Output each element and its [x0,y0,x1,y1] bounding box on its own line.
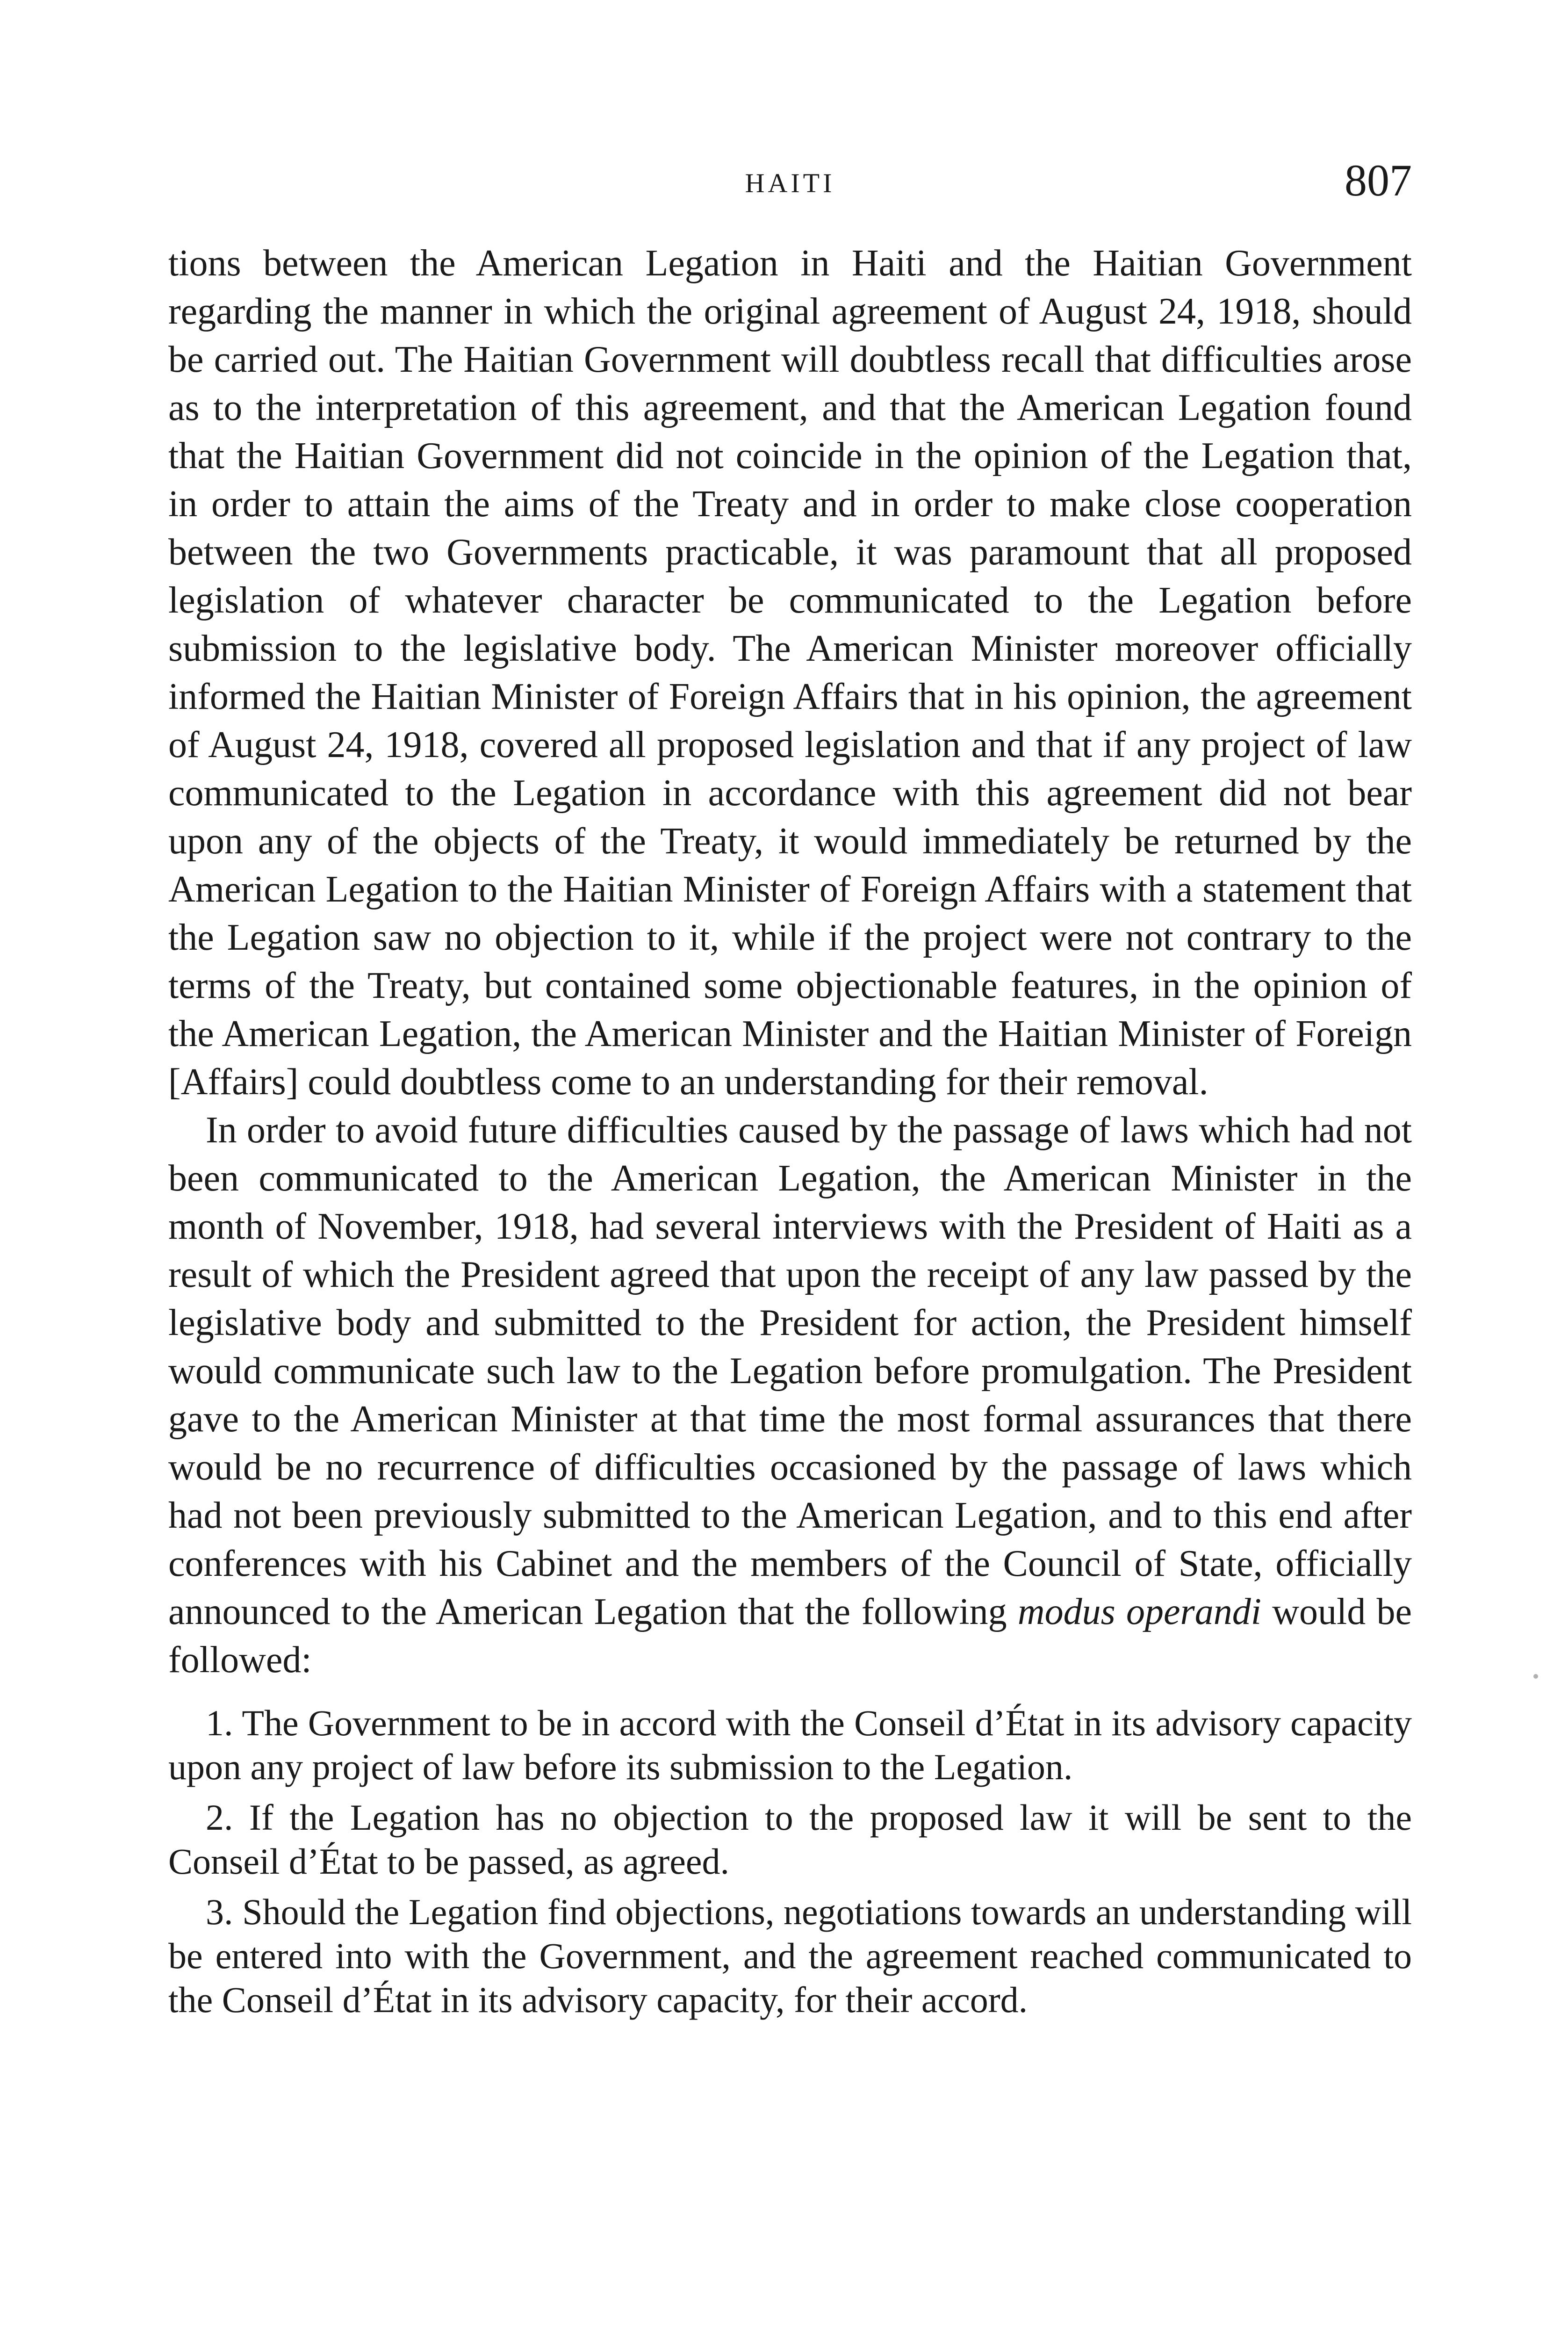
list-item: 2. If the Legation has no objection to the proposed law it will be sent to the Conseil d’État to be passed, as agreed. [168,1797,1412,1882]
paragraph-1: tions between the American Legation in Haiti and the Haitian Government regarding the manner in which the original agreement of August 24, 1918, should be carried out. The Haitian Government will doubtless recall that difficulties arose as to the interpretation of this agreement, and that the American Legation found that the Haitian Government did not coincide in the opinion of the Legation that, in order to attain the aims of the Treaty and in order to make close cooperation between the two Governments practicable, it was paramount that all proposed legislation of whatever character be communicated to the Legation before submission to the legislative body. The American Minister moreover officially informed the Haitian Minister of Foreign Affairs that in his opinion, the agreement of August 24, 1918, covered all proposed legislation and that if any project of law communicated to the Legation in accordance with this agreement did not bear upon any of the objects of the Treaty, it would immediately be returned by the American Legation to the Haitian Minister of Foreign Affairs with a statement that the Legation saw no objection to it, while if the project were not contrary to the terms of the Treaty, but contained some objectionable features, in the opinion of the American Legation, the American Minister and the Haitian Minister of Foreign [Affairs] could doubtless come to an understanding for their removal. [168,243,1412,1103]
paragraph-2-tail: would be followed: [168,1591,1412,1681]
paragraph-2-text: In order to avoid future difficulties caused by the passage of laws which had not been communicated to the American Legation, the American Minister in the month of November, 1918, had several interviews with the President of Haiti as a result of which the President agreed that upon the receipt of any law passed by the legislative body and submitted to the President for action, the President himself would communicate such law to the Legation before promulgation. The President gave to the American Minister at that time the most formal assurances that there would be no recurrence of difficulties occasioned by the passage of laws which had not been previously submitted to the American Legation, and to this end after conferences with his Cabinet and the members of the Council of State, officially announced to the American Legation that the following [168,1110,1412,1632]
running-head: HAITI [745,168,835,198]
scan-speck [1533,1674,1538,1679]
list-item: 3. Should the Legation find objections, negotiations towards an understanding will be entered into with the Government, and the agreement reached communicated to the Conseil d’État in its advisory capacity, for their accord. [168,1891,1412,2020]
page-header [168,154,1412,206]
page-number: 807 [1345,155,1412,205]
modus-operandi-italic: modus operandi [1017,1591,1261,1632]
body-text [168,239,1412,2028]
numbered-list [168,1701,1412,2022]
paragraph-2 [168,1106,1412,1684]
list-item: 1. The Government to be in accord with the Conseil d’État in its advisory capacity upon any project of law before its submission to the Legation. [168,1703,1412,1787]
